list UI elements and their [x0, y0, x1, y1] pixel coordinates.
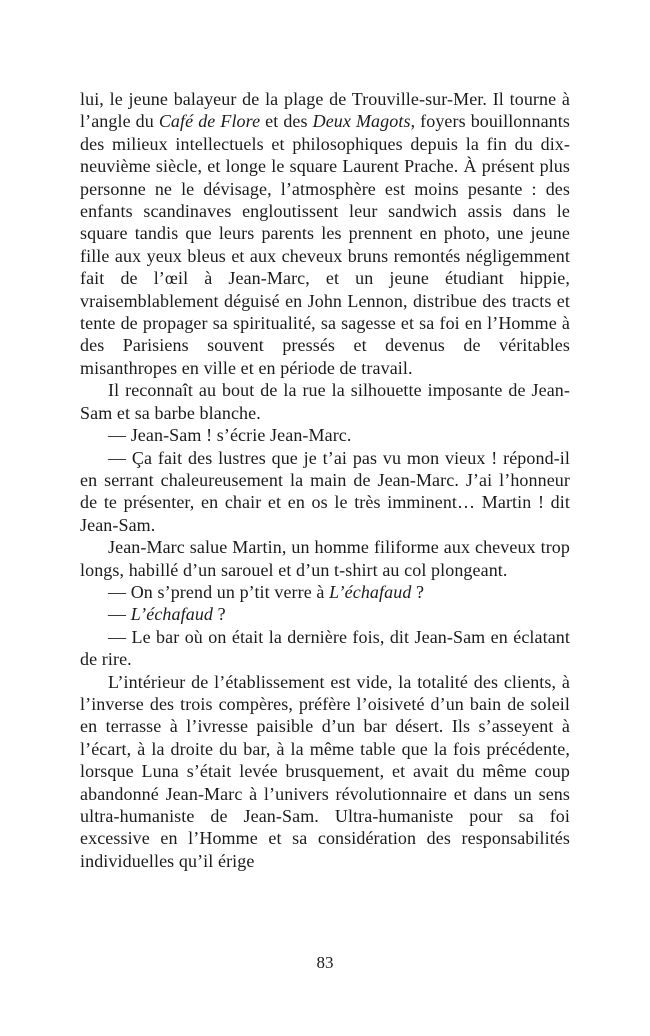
paragraph	[80, 424, 570, 446]
paragraph	[80, 536, 570, 581]
page-number: 83	[316, 953, 334, 972]
body-text: —	[108, 604, 131, 625]
body-text: Jean-Marc salue Martin, un homme filiforme aux cheveux trop longs, habillé d’un sarouel et d’un t-shirt au col plongeant.	[80, 537, 570, 580]
body-text: lui, le jeune balayeur de la plage de Trouville-sur-Mer. Il tourne à l’angle du	[80, 89, 570, 132]
italic-text: Deux Magots	[312, 111, 411, 132]
body-text: — Ça fait des lustres que je t’ai pas vu mon vieux ! répond-il en serrant chaleureusement la main de Jean-Marc. J’ai l’honneur de te présenter, en chair et en os le très imminent… Martin ! dit Jean-Sam.	[80, 447, 570, 535]
body-text: — On s’prend un p’tit verre à	[108, 581, 330, 602]
italic-text: L’échafaud	[130, 604, 214, 625]
paragraph	[80, 379, 570, 424]
paragraph	[80, 603, 570, 625]
body-text: — Le bar où on était la dernière fois, dit Jean-Sam en éclatant de rire.	[80, 626, 570, 670]
paragraph	[80, 671, 570, 873]
page-text-block	[80, 88, 570, 872]
italic-text: Café de Flore	[158, 111, 261, 132]
italic-text: L’échafaud	[329, 581, 412, 602]
body-text: , foyers bouillonnants des milieux intellectuels et philosophiques depuis la fin du dix-neuvième siècle, et longe le square Laurent Prache. À présent plus personne ne le dévisage, l’atmosphère est moins pesante : des enfants scandinaves engloutissent leur sandwich assis dans le square tandis que leurs parents les prennent en photo, une jeune fille aux yeux bleus et aux cheveux bruns remontés négligemment fait de l’œil à Jean-Marc, et un jeune étudiant hippie, vraisemblablement déguisé en John Lennon, distribue des tracts et tente de propager sa spiritualité, sa sagesse et sa foi en l’Homme à des Parisiens souvent pressés et devenus de véritables misanthropes en ville et en période de travail.	[80, 111, 570, 378]
paragraph	[80, 626, 570, 671]
paragraph	[80, 88, 570, 379]
body-text: ?	[411, 581, 425, 602]
body-text: et des	[260, 111, 313, 132]
body-text: — Jean-Sam ! s’écrie Jean-Marc.	[108, 425, 352, 446]
paragraph	[80, 581, 570, 603]
paragraph	[80, 447, 570, 537]
body-text: ?	[213, 604, 226, 625]
body-text: Il reconnaît au bout de la rue la silhouette imposante de Jean-Sam et sa barbe blanche.	[80, 380, 570, 423]
body-text: L’intérieur de l’établissement est vide, la totalité des clients, à l’inverse des trois compères, préfère l’oisiveté d’un bain de soleil en terrasse à l’ivresse paisible d’un bar désert. Ils s’asseyent à l’écart, à la droite du bar, à la même table que la fois précédente, lorsque Luna s’était levée brusquement, et avait du même coup abandonné Jean-Marc à l’univers révolutionnaire et dans un sens ultra-humaniste de Jean-Sam. Ultra-humaniste pour sa foi excessive en l’Homme et sa considération des responsabilités individuelles qu’il érige	[80, 671, 570, 871]
